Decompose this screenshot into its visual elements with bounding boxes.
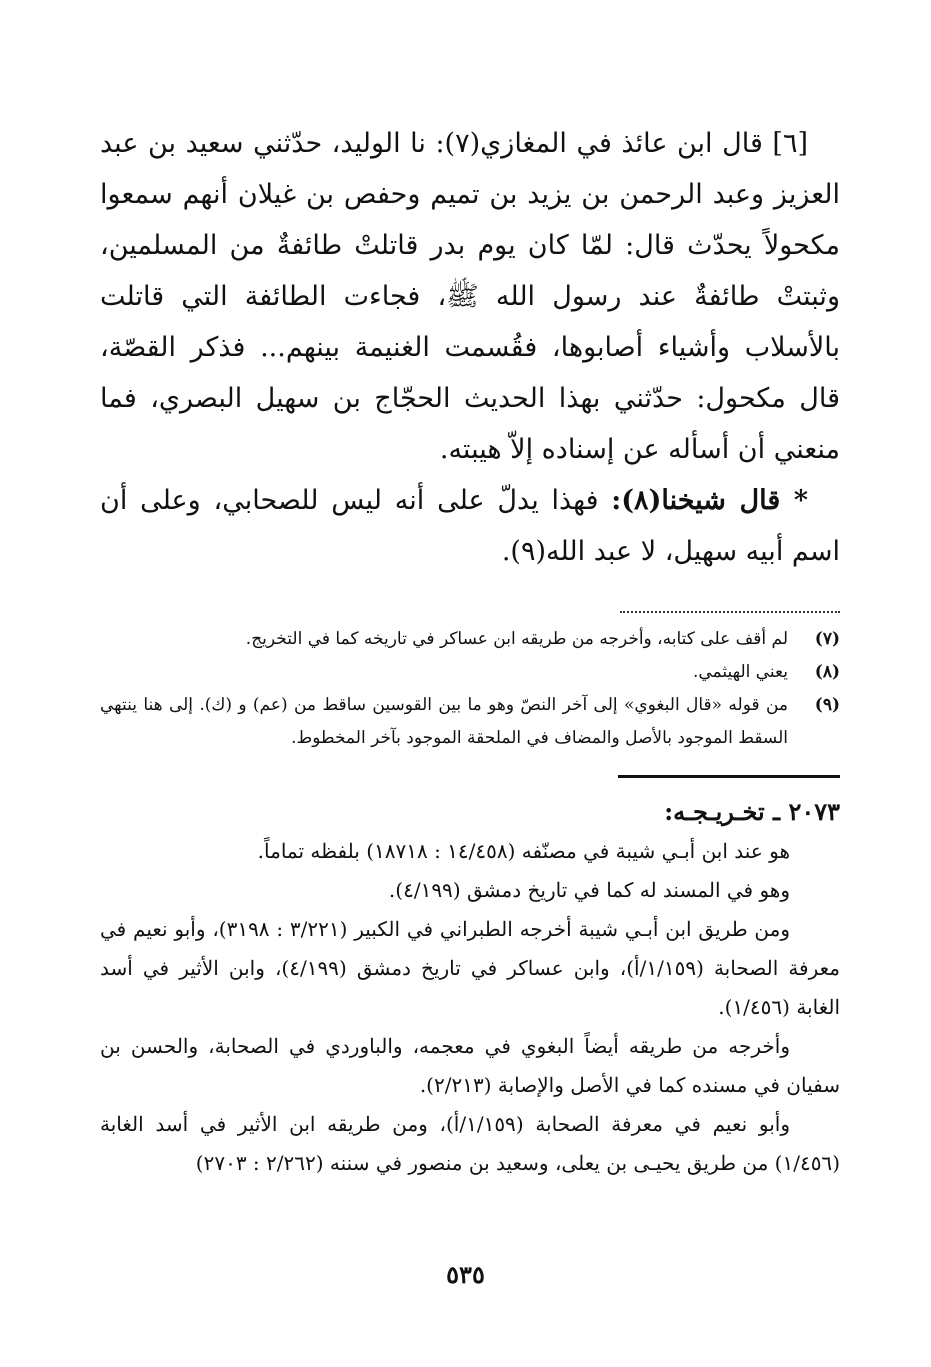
footnote-9	[100, 689, 840, 755]
footnote-text: يعني الهيثمي.	[692, 662, 788, 682]
takhrij-section	[100, 792, 840, 1183]
footnote-8	[100, 656, 840, 689]
takhrij-paragraph-3: ومن طريق ابن أبـي شيبة أخرجه الطبراني في الكبير (٣/٢٢١ : ٣١٩٨)، وأبو نعيم في معرفة الصحابة (١/١٥٩/أ)، وابن عساكر في تاريخ دمشق (٤/١٩٩)، وابن الأثير في أسد الغابة (١/٤٥٦).	[100, 917, 840, 1019]
takhrij-paragraph-4: وأخرجه من طريقه أيضاً البغوي في معجمه، والباوردي في الصحابة، والحسن بن سفيان في مسنده كما في الأصل والإصابة (٢/٢١٣).	[100, 1034, 840, 1097]
footnote-separator-wrap	[100, 577, 840, 623]
footnote-text: لم أقف على كتابه، وأخرجه من طريقه ابن عساكر في تاريخه كما في التخريج.	[245, 629, 788, 649]
takhrij-rule-wrap	[100, 775, 840, 778]
footnote-text: من قوله «قال البغوي» إلى آخر النصّ وهو ما بين القوسين ساقط من (عم) و (ك). إلى هنا ينتهي السقط الموجود بالأصل والمضاف في الملحقة الموجود بآخر المخطوط.	[100, 695, 788, 748]
footnote-number: (٨)	[814, 662, 840, 682]
footnote-7	[100, 623, 840, 656]
takhrij-paragraph-5: وأبو نعيم في معرفة الصحابة (١/١٥٩/أ)، ومن طريقه ابن الأثير في أسد الغابة (١/٤٥٦) من طريق يحيـى بن يعلى، وسعيد بن منصور في سننه (٢/٢٦٢ : ٢٧٠٣)	[100, 1112, 840, 1175]
takhrij-heading: ٢٠٧٣ ـ تخـريـجـه:	[664, 797, 840, 826]
shaykh-lead: * قال شيخنا(٨):	[611, 485, 808, 516]
footnote-number: (٩)	[814, 695, 840, 715]
footnotes	[100, 623, 840, 755]
page-number: ٥٣٥	[446, 1260, 485, 1289]
takhrij-paragraph-1: هو عند ابن أبـي شيبة في مصنّفه (١٤/٤٥٨ : ١٨٧١٨) بلفظه تماماً.	[257, 839, 790, 863]
takhrij-rule	[618, 775, 840, 778]
footnote-separator	[620, 591, 840, 613]
main-text	[100, 118, 840, 577]
main-paragraph-1: [٦] قال ابن عائذ في المغازي(٧): نا الوليد، حدّثني سعيد بن عبد العزيز وعبد الرحمن بن يزيد بن تميم وحفص بن غيلان أنهم سمعوا مكحولاً يحدّث قال: لمّا كان يوم بدر قاتلتْ طائفةٌ من المسلمين، وثبتتْ طائفةٌ عند رسول الله ﷺ، فجاءت الطائفة التي قاتلت بالأسلاب وأشياء أصابوها، فقُسمت الغنيمة بينهم... فذكر القصّة، قال مكحول: حدّثني بهذا الحديث الحجّاج بن سهيل البصري، فما منعني أن أسأله عن إسناده إلاّ هيبته.	[100, 128, 840, 465]
page-body	[100, 118, 840, 1183]
main-paragraph-2-text: فهذا يدلّ على أنه ليس للصحابي، وعلى أن اسم أبيه سهيل، لا عبد الله(٩).	[100, 485, 840, 567]
takhrij-paragraph-2: وهو في المسند له كما في تاريخ دمشق (٤/١٩٩).	[388, 878, 790, 902]
footnote-number: (٧)	[814, 629, 840, 649]
main-paragraph-2	[100, 475, 840, 577]
